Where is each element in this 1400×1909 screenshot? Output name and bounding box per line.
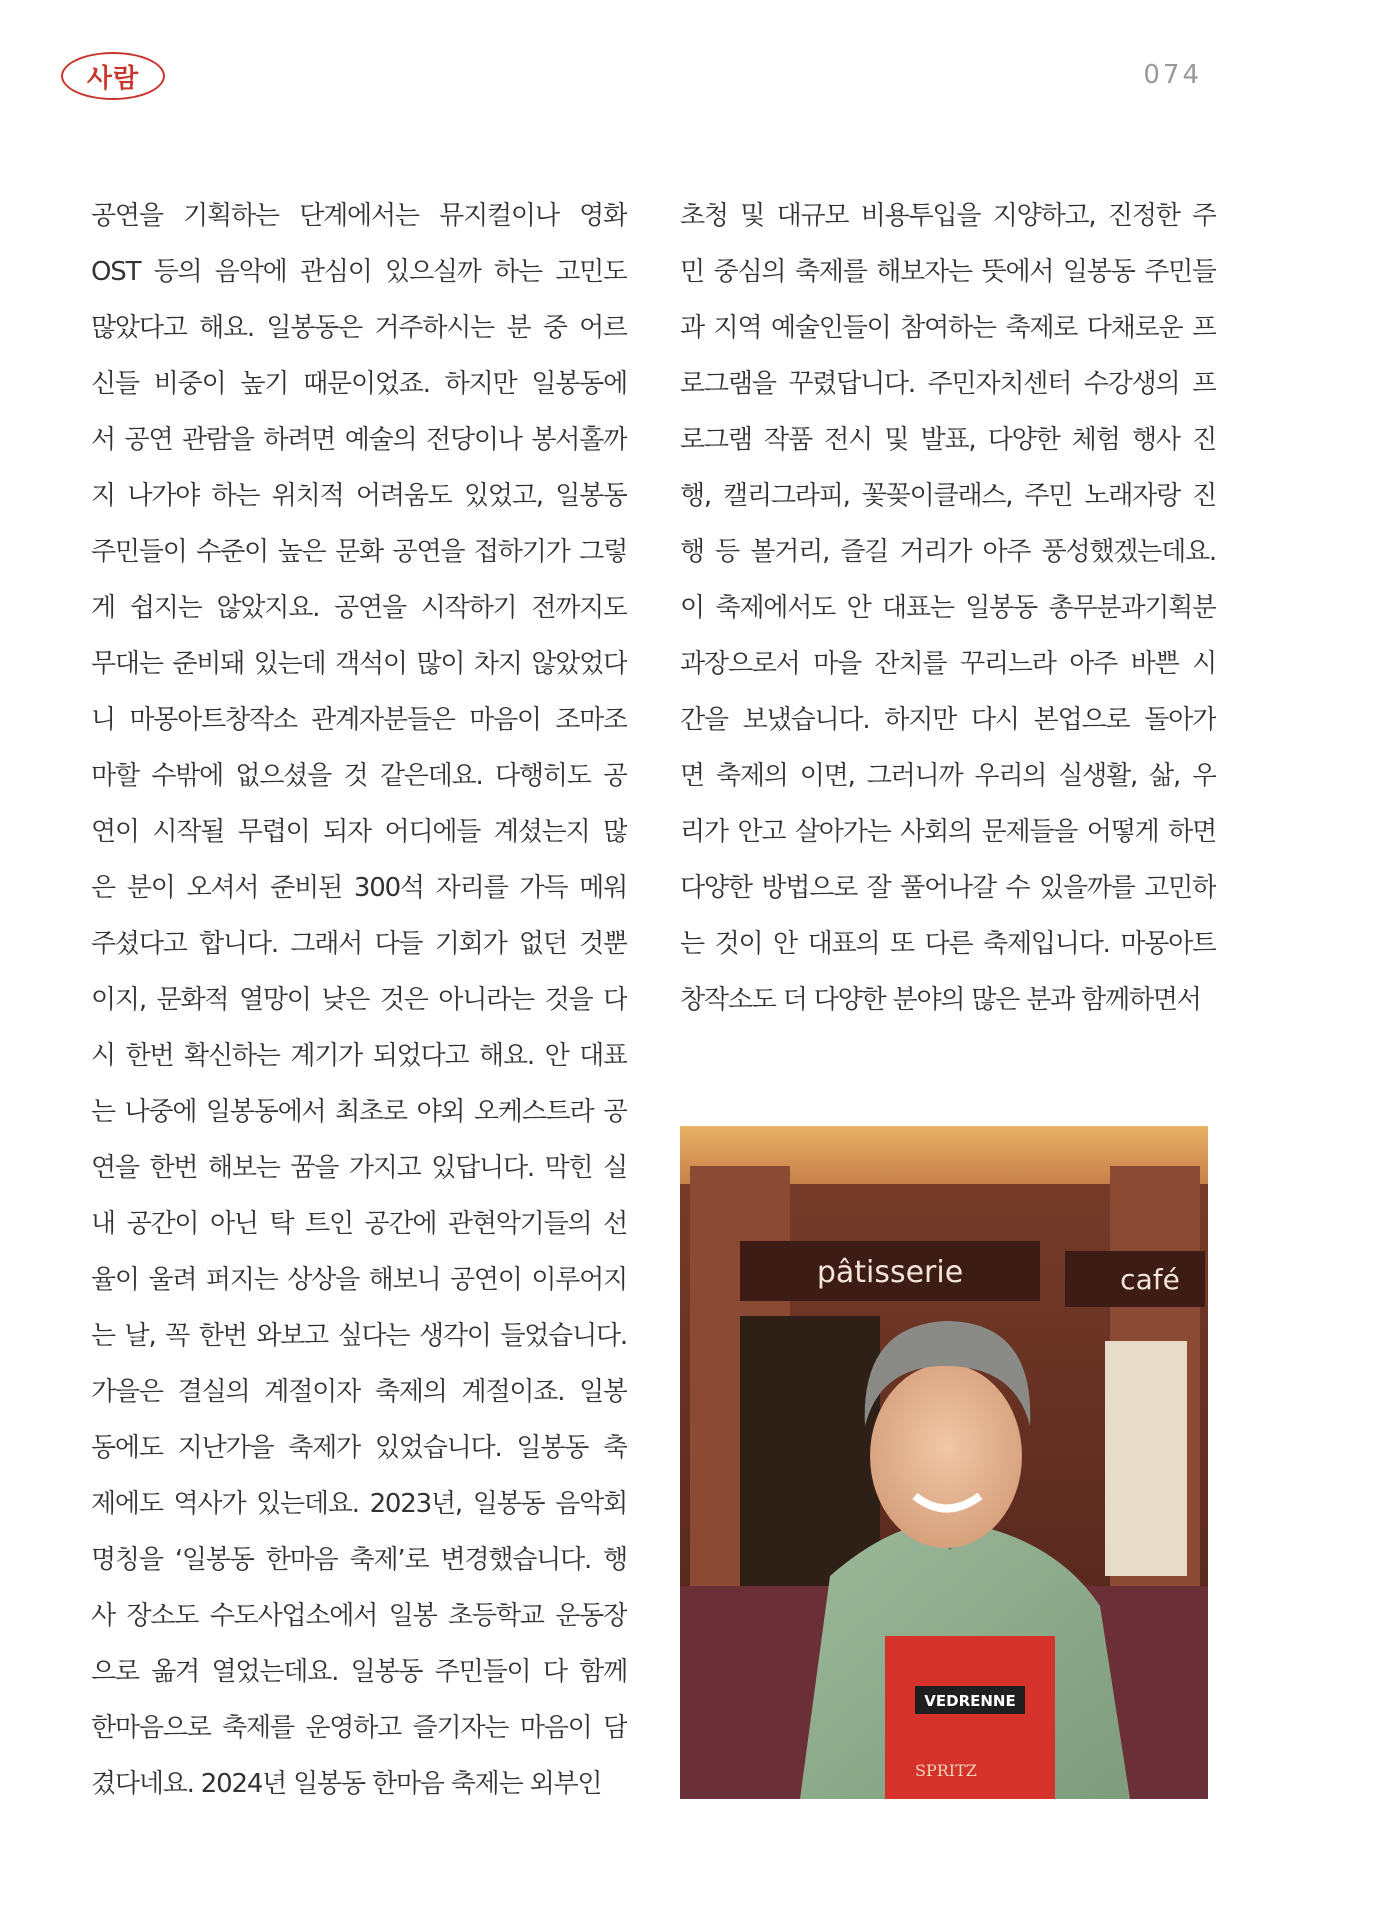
- text-line: 는 나중에 일봉동에서 최초로 야외 오케스트라 공: [91, 1097, 627, 1127]
- text-line: 이 축제에서도 안 대표는 일봉동 총무분과기획분: [680, 593, 1216, 623]
- text-line: 내 공간이 아닌 탁 트인 공간에 관현악기들의 선: [91, 1209, 627, 1239]
- text-line: 간을 보냈습니다. 하지만 다시 본업으로 돌아가: [680, 705, 1216, 735]
- text-line: 공연을 기획하는 단계에서는 뮤지컬이나 영화: [91, 201, 627, 231]
- text-line: 명칭을 ‘일봉동 한마음 축제’로 변경했습니다. 행: [91, 1545, 627, 1575]
- menu-board: [1105, 1341, 1187, 1576]
- text-line: 많았다고 해요. 일봉동은 거주하시는 분 중 어르: [91, 313, 627, 343]
- text-line: 는 날, 꼭 한번 와보고 싶다는 생각이 들었습니다.: [91, 1321, 627, 1351]
- text-line: 니 마몽아트창작소 관계자분들은 마음이 조마조: [91, 705, 627, 735]
- patisserie-sign-text: pâtisserie: [816, 1255, 964, 1290]
- text-line: 동에도 지난가을 축제가 있었습니다. 일봉동 축: [91, 1433, 627, 1463]
- text-line: 면 축제의 이면, 그러니까 우리의 실생활, 삶, 우: [680, 761, 1216, 791]
- person-face: [870, 1364, 1022, 1548]
- text-line: 한마음으로 축제를 운영하고 즐기자는 마음이 담: [91, 1713, 627, 1743]
- text-line: 리가 안고 살아가는 사회의 문제들을 어떻게 하면: [680, 817, 1216, 847]
- text-line: 초청 및 대규모 비용투입을 지양하고, 진정한 주: [680, 201, 1216, 231]
- text-line: 로그램 작품 전시 및 발표, 다양한 체험 행사 진: [680, 425, 1216, 455]
- text-line: 신들 비중이 높기 때문이었죠. 하지만 일봉동에: [91, 369, 627, 399]
- text-line: 과장으로서 마을 잔치를 꾸리느라 아주 바쁜 시: [680, 649, 1216, 679]
- text-line: 주셨다고 합니다. 그래서 다들 기회가 없던 것뿐: [91, 929, 627, 959]
- text-line: 시 한번 확신하는 계기가 되었다고 해요. 안 대표: [91, 1041, 627, 1071]
- text-line: 이지, 문화적 열망이 낮은 것은 아니라는 것을 다: [91, 985, 627, 1015]
- text-line: 율이 울려 퍼지는 상상을 해보니 공연이 이루어지: [91, 1265, 627, 1295]
- text-line: 가을은 결실의 계절이자 축제의 계절이죠. 일봉: [91, 1377, 627, 1407]
- interview-photo: [680, 1126, 1208, 1799]
- text-line: 는 것이 안 대표의 또 다른 축제입니다. 마몽아트: [680, 929, 1216, 959]
- section-tag: 사람: [61, 52, 165, 100]
- text-line: 서 공연 관람을 하려면 예술의 전당이나 봉서홀까: [91, 425, 627, 455]
- shop-window: [740, 1316, 880, 1586]
- text-line: 연을 한번 해보는 꿈을 가지고 있답니다. 막힌 실: [91, 1153, 627, 1183]
- text-line: 연이 시작될 무렵이 되자 어디에들 계셨는지 많: [91, 817, 627, 847]
- text-line: 제에도 역사가 있는데요. 2023년, 일봉동 음악회: [91, 1489, 627, 1519]
- text-line: 다양한 방법으로 잘 풀어나갈 수 있을까를 고민하: [680, 873, 1216, 903]
- text-line: 창작소도 더 다양한 분야의 많은 분과 함께하면서: [680, 985, 1201, 1015]
- text-line: 과 지역 예술인들이 참여하는 축제로 다채로운 프: [680, 313, 1216, 343]
- article-right-column: [680, 188, 1216, 1028]
- text-line: 으로 옮겨 열었는데요. 일봉동 주민들이 다 함께: [91, 1657, 627, 1687]
- text-line: 게 쉽지는 않았지요. 공연을 시작하기 전까지도: [91, 593, 627, 623]
- text-line: 로그램을 꾸렸답니다. 주민자치센터 수강생의 프: [680, 369, 1216, 399]
- text-line: 행 등 볼거리, 즐길 거리가 아주 풍성했겠는데요.: [680, 537, 1216, 567]
- text-line: 주민들이 수준이 높은 문화 공연을 접하기가 그렇: [91, 537, 627, 567]
- cafe-sign-text: café: [1120, 1263, 1180, 1296]
- text-line: 지 나가야 하는 위치적 어려움도 있었고, 일봉동: [91, 481, 627, 511]
- text-line: 행, 캘리그라피, 꽃꽂이클래스, 주민 노래자랑 진: [680, 481, 1216, 511]
- text-line: 겼다네요. 2024년 일봉동 한마음 축제는 외부인: [91, 1769, 602, 1799]
- page-number: 074: [1143, 60, 1202, 90]
- text-line: 무대는 준비돼 있는데 객석이 많이 차지 않았었다: [91, 649, 627, 679]
- text-line: 사 장소도 수도사업소에서 일봉 초등학교 운동장: [91, 1601, 627, 1631]
- text-line: 민 중심의 축제를 해보자는 뜻에서 일봉동 주민들: [680, 257, 1216, 287]
- menu-sub-text: SPRITZ: [915, 1761, 977, 1780]
- article-left-column: [91, 188, 627, 1812]
- text-line: OST 등의 음악에 관심이 있으실까 하는 고민도: [91, 257, 627, 287]
- text-line: 은 분이 오셔서 준비된 300석 자리를 가득 메워: [91, 873, 627, 903]
- text-line: 마할 수밖에 없으셨을 것 같은데요. 다행히도 공: [91, 761, 627, 791]
- menu-brand-text: VEDRENNE: [924, 1692, 1016, 1710]
